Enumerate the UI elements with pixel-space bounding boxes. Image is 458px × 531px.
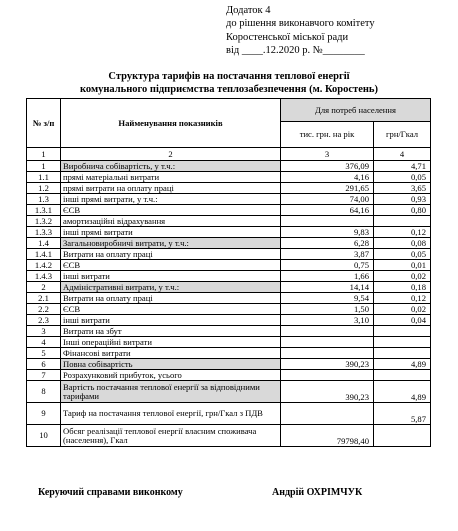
row-thousand-uah-per-year — [281, 337, 374, 348]
row-number: 1.4.2 — [27, 260, 61, 271]
row-uah-per-gcal: 0,80 — [374, 205, 431, 216]
table-row — [27, 425, 431, 447]
row-thousand-uah-per-year — [281, 348, 374, 359]
table-row — [27, 293, 431, 304]
row-thousand-uah-per-year: 1,66 — [281, 271, 374, 282]
row-uah-per-gcal: 4,89 — [374, 381, 431, 403]
document-title — [0, 70, 458, 96]
row-indicator-name: Вартість постачання теплової енергії за відповідними тарифами — [61, 381, 281, 403]
addendum-line: від ____.12.2020 р. №________ — [226, 45, 365, 57]
row-thousand-uah-per-year: 1,50 — [281, 304, 374, 315]
row-number: 4 — [27, 337, 61, 348]
row-number: 1.3.1 — [27, 205, 61, 216]
table-row — [27, 337, 431, 348]
header-number: № з/п — [27, 99, 61, 148]
index-cell: 2 — [61, 148, 281, 161]
row-indicator-name: Витрати на збут — [61, 326, 281, 337]
row-thousand-uah-per-year — [281, 403, 374, 425]
signature-position: Керуючий справами виконкому — [38, 487, 183, 498]
row-indicator-name: інші прямі витрати — [61, 227, 281, 238]
table-row — [27, 315, 431, 326]
addendum-line: до рішення виконавчого комітету — [226, 18, 375, 30]
row-uah-per-gcal: 0,02 — [374, 271, 431, 282]
index-cell: 3 — [281, 148, 374, 161]
addendum-line: Коростенської міської ради — [226, 31, 349, 43]
row-number: 1.3.2 — [27, 216, 61, 227]
row-indicator-name: Повна собівартість — [61, 359, 281, 370]
row-thousand-uah-per-year: 376,09 — [281, 161, 374, 172]
row-thousand-uah-per-year: 9,54 — [281, 293, 374, 304]
row-number: 1.2 — [27, 183, 61, 194]
row-thousand-uah-per-year: 9,83 — [281, 227, 374, 238]
row-number: 7 — [27, 370, 61, 381]
addendum-block — [226, 4, 375, 58]
index-cell: 1 — [27, 148, 61, 161]
header-household-needs: Для потреб населення — [281, 99, 431, 122]
table-row — [27, 326, 431, 337]
row-thousand-uah-per-year: 390,23 — [281, 381, 374, 403]
row-uah-per-gcal: 4,89 — [374, 359, 431, 370]
row-indicator-name: Обсяг реалізації теплової енергії власним споживача (населення), Гкал — [61, 425, 281, 447]
row-indicator-name: інші прямі витрати, у т.ч.: — [61, 194, 281, 205]
table-row — [27, 381, 431, 403]
table-row — [27, 359, 431, 370]
header-indicator-name: Найменування показників — [61, 99, 281, 148]
table-row — [27, 249, 431, 260]
table-row — [27, 271, 431, 282]
row-indicator-name: прямі витрати на оплату праці — [61, 183, 281, 194]
row-indicator-name: інші витрати — [61, 271, 281, 282]
row-thousand-uah-per-year: 390,23 — [281, 359, 374, 370]
table-row — [27, 161, 431, 172]
row-uah-per-gcal: 0,93 — [374, 194, 431, 205]
row-indicator-name: Витрати на оплату праці — [61, 293, 281, 304]
row-uah-per-gcal: 5,87 — [374, 403, 431, 425]
row-indicator-name: Розрахунковий прибуток, усього — [61, 370, 281, 381]
table-row — [27, 172, 431, 183]
header-uah-per-gcal: грн/Гкал — [374, 122, 431, 148]
row-indicator-name: Витрати на оплату праці — [61, 249, 281, 260]
row-indicator-name: ЄСВ — [61, 205, 281, 216]
row-uah-per-gcal — [374, 216, 431, 227]
row-number: 2.3 — [27, 315, 61, 326]
row-number: 10 — [27, 425, 61, 447]
table-row — [27, 282, 431, 293]
row-indicator-name: Адміністративні витрати, у т.ч.: — [61, 282, 281, 293]
table-row — [27, 370, 431, 381]
row-indicator-name: Загальновиробничі витрати, у т.ч.: — [61, 238, 281, 249]
row-uah-per-gcal: 0,08 — [374, 238, 431, 249]
row-indicator-name: інші витрати — [61, 315, 281, 326]
row-uah-per-gcal — [374, 425, 431, 447]
tariff-structure-table — [26, 98, 431, 447]
row-indicator-name: Виробнича собівартість, у т.ч.: — [61, 161, 281, 172]
row-indicator-name: прямі матеріальні витрати — [61, 172, 281, 183]
row-number: 1.4.1 — [27, 249, 61, 260]
table-row — [27, 183, 431, 194]
header-thousand-uah-per-year: тис. грн. на рік — [281, 122, 374, 148]
row-thousand-uah-per-year: 4,16 — [281, 172, 374, 183]
row-indicator-name: Тариф на постачання теплової енергії, грн/Гкал з ПДВ — [61, 403, 281, 425]
row-uah-per-gcal — [374, 370, 431, 381]
row-thousand-uah-per-year: 79798,40 — [281, 425, 374, 447]
row-number: 3 — [27, 326, 61, 337]
row-uah-per-gcal: 0,12 — [374, 293, 431, 304]
row-indicator-name: Фінансові витрати — [61, 348, 281, 359]
row-thousand-uah-per-year: 3,10 — [281, 315, 374, 326]
row-number: 6 — [27, 359, 61, 370]
addendum-line: Додаток 4 — [226, 5, 271, 16]
table-row — [27, 227, 431, 238]
row-uah-per-gcal: 0,05 — [374, 172, 431, 183]
row-uah-per-gcal — [374, 348, 431, 359]
row-thousand-uah-per-year: 74,00 — [281, 194, 374, 205]
row-thousand-uah-per-year: 0,75 — [281, 260, 374, 271]
table-row — [27, 348, 431, 359]
row-indicator-name: ЄСВ — [61, 260, 281, 271]
row-number: 1.3.3 — [27, 227, 61, 238]
row-number: 8 — [27, 381, 61, 403]
signature-name: Андрій ОХРІМЧУК — [272, 487, 363, 498]
row-number: 2.1 — [27, 293, 61, 304]
table-row — [27, 205, 431, 216]
index-cell: 4 — [374, 148, 431, 161]
row-uah-per-gcal: 3,65 — [374, 183, 431, 194]
row-indicator-name: ЄСВ — [61, 304, 281, 315]
table-row — [27, 304, 431, 315]
row-thousand-uah-per-year: 291,65 — [281, 183, 374, 194]
row-indicator-name: амортизаційні відрахування — [61, 216, 281, 227]
row-uah-per-gcal: 0,05 — [374, 249, 431, 260]
row-uah-per-gcal: 0,18 — [374, 282, 431, 293]
row-uah-per-gcal: 4,71 — [374, 161, 431, 172]
row-number: 2.2 — [27, 304, 61, 315]
row-uah-per-gcal: 0,02 — [374, 304, 431, 315]
row-number: 1.4.3 — [27, 271, 61, 282]
row-uah-per-gcal — [374, 326, 431, 337]
table-row — [27, 238, 431, 249]
row-thousand-uah-per-year: 14,14 — [281, 282, 374, 293]
table-row — [27, 260, 431, 271]
row-number: 1.4 — [27, 238, 61, 249]
title-line: Структура тарифів на постачання теплової енергії — [108, 71, 350, 82]
row-uah-per-gcal: 0,01 — [374, 260, 431, 271]
row-thousand-uah-per-year: 6,28 — [281, 238, 374, 249]
table-row — [27, 194, 431, 205]
row-number: 1.1 — [27, 172, 61, 183]
row-thousand-uah-per-year: 64,16 — [281, 205, 374, 216]
row-thousand-uah-per-year — [281, 370, 374, 381]
row-number: 1.3 — [27, 194, 61, 205]
row-number: 2 — [27, 282, 61, 293]
row-uah-per-gcal: 0,12 — [374, 227, 431, 238]
row-number: 9 — [27, 403, 61, 425]
row-indicator-name: Інші операційні витрати — [61, 337, 281, 348]
row-uah-per-gcal — [374, 337, 431, 348]
row-thousand-uah-per-year — [281, 326, 374, 337]
title-line: комунального підприємства теплозабезпечення (м. Коростень) — [80, 84, 378, 95]
row-thousand-uah-per-year: 3,87 — [281, 249, 374, 260]
row-thousand-uah-per-year — [281, 216, 374, 227]
table-row — [27, 403, 431, 425]
row-number: 1 — [27, 161, 61, 172]
table-row — [27, 216, 431, 227]
row-number: 5 — [27, 348, 61, 359]
row-uah-per-gcal: 0,04 — [374, 315, 431, 326]
